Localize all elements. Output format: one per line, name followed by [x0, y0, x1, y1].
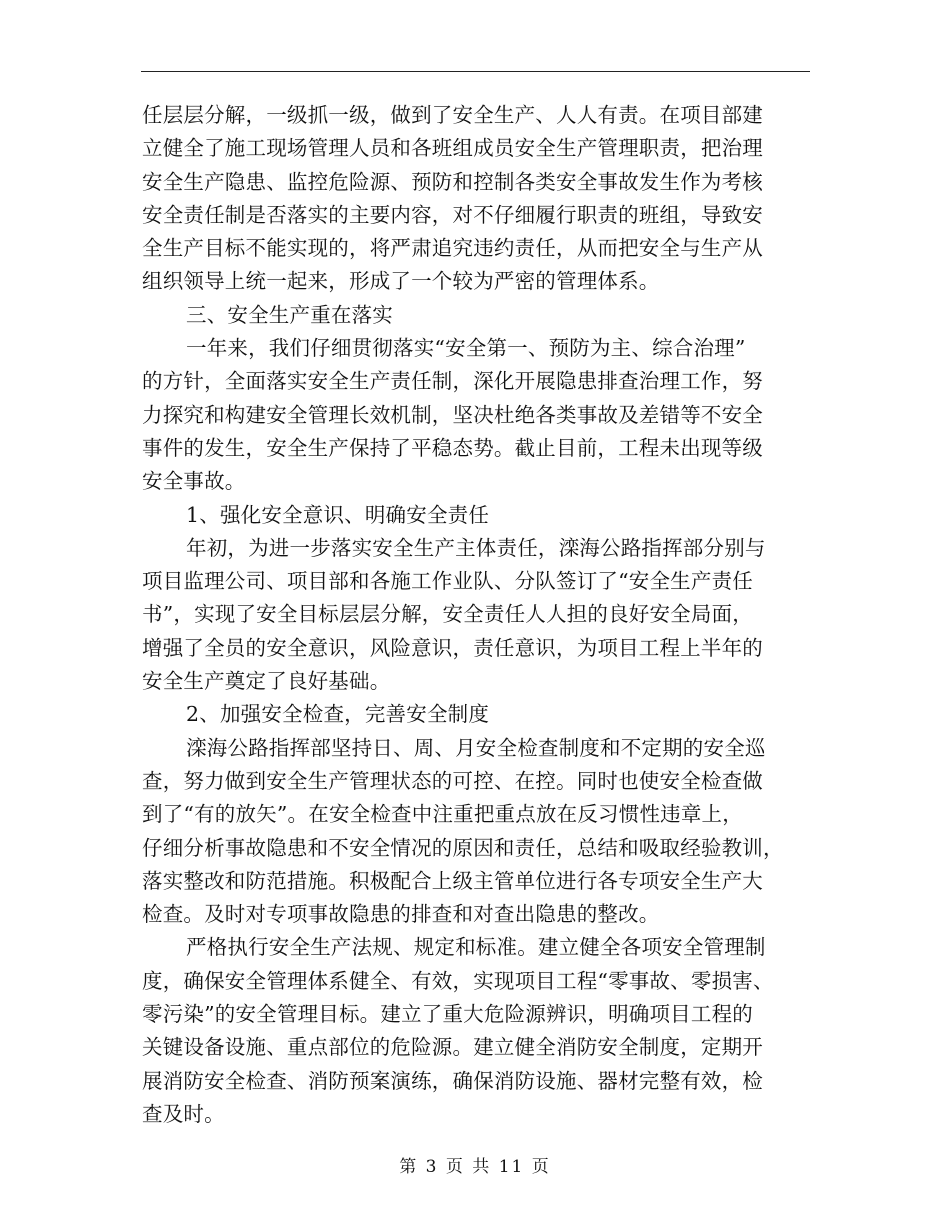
text-line: 增强了全员的安全意识，风险意识，责任意识，为项目工程上半年的 [142, 635, 763, 660]
text-line: 展消防安全检查、消防预案演练，确保消防设施、器材完整有效，检 [142, 1068, 763, 1093]
text-line: 项目监理公司、项目部和各施工作业队、分队签订了“安全生产责任 [142, 569, 753, 594]
text-line: 度，确保安全管理体系健全、有效，实现项目工程“零事故、零损害、 [142, 968, 774, 993]
text-line: 事件的发生，安全生产保持了平稳态势。截止目前，工程未出现等级 [142, 435, 763, 460]
heading-text: 三、安全生产重在落实 [186, 302, 393, 327]
text-line: 组织领导上统一起来，形成了一个较为严密的管理体系。 [142, 269, 660, 294]
text-line: 落实整改和防范措施。积极配合上级主管单位进行各专项安全生产大 [142, 868, 763, 893]
text-line: 零污染”的安全管理目标。建立了重大危险源辨识，明确项目工程的 [142, 1002, 753, 1027]
paragraph-year-summary [142, 332, 810, 498]
text-line: 书”，实现了安全目标层层分解，安全责任人人担的良好安全局面， [142, 602, 753, 627]
text-line: 的方针，全面落实安全生产责任制，深化开展隐患排查治理工作，努 [142, 369, 763, 394]
text-line: 安全责任制是否落实的主要内容，对不仔细履行职责的班组，导致安 [142, 202, 763, 227]
text-line: 严格执行安全生产法规、规定和标准。建立健全各项安全管理制 [186, 935, 766, 960]
text-line: 立健全了施工现场管理人员和各班组成员安全生产管理职责，把治理 [142, 136, 763, 161]
text-line: 到了“有的放矢”。在安全检查中注重把重点放在反习惯性违章上， [142, 802, 743, 827]
header-rule [141, 71, 810, 72]
subheading-2 [142, 698, 810, 731]
text-line: 查，努力做到安全生产管理状态的可控、在控。同时也使安全检查做 [142, 768, 763, 793]
text-line: 检查。及时对专项事故隐患的排查和对查出隐患的整改。 [142, 902, 660, 927]
text-line: 仔细分析事故隐患和不安全情况的原因和责任，总结和吸取经验教训， [142, 835, 784, 860]
text-line: 滦海公路指挥部坚持日、周、月安全检查制度和不定期的安全巡 [186, 735, 766, 760]
section-heading-3 [142, 299, 810, 332]
text-line: 安全生产隐患、监控危险源、预防和控制各类安全事故发生作为考核 [142, 169, 763, 194]
text-line: 年初，为进一步落实安全生产主体责任，滦海公路指挥部分别与 [186, 535, 766, 560]
heading-text: 2、加强安全检查，完善安全制度 [186, 702, 490, 727]
page-number-footer: 第 3 页 共 11 页 [399, 1157, 551, 1177]
document-body [142, 99, 810, 1131]
text-line: 一年来，我们仔细贯彻落实“安全第一、预防为主、综合治理” [186, 336, 746, 361]
paragraph-safety-inspection [142, 732, 810, 932]
paragraph-responsibility-system [142, 99, 810, 299]
text-line: 全生产目标不能实现的，将严肃追究违约责任，从而把安全与生产从 [142, 236, 763, 261]
text-line: 安全生产奠定了良好基础。 [142, 669, 391, 694]
paragraph-responsibility-contracts [142, 532, 810, 698]
heading-text: 1、强化安全意识、明确安全责任 [186, 502, 490, 527]
subheading-1 [142, 499, 810, 532]
text-line: 安全事故。 [142, 469, 246, 494]
text-line: 力探究和构建安全管理长效机制，坚决杜绝各类事故及差错等不安全 [142, 402, 763, 427]
paragraph-regulations [142, 931, 810, 1131]
text-line: 关键设备设施、重点部位的危险源。建立健全消防安全制度，定期开 [142, 1035, 763, 1060]
text-line: 任层层分解，一级抓一级，做到了安全生产、人人有责。在项目部建 [142, 103, 763, 127]
text-line: 查及时。 [142, 1101, 225, 1126]
